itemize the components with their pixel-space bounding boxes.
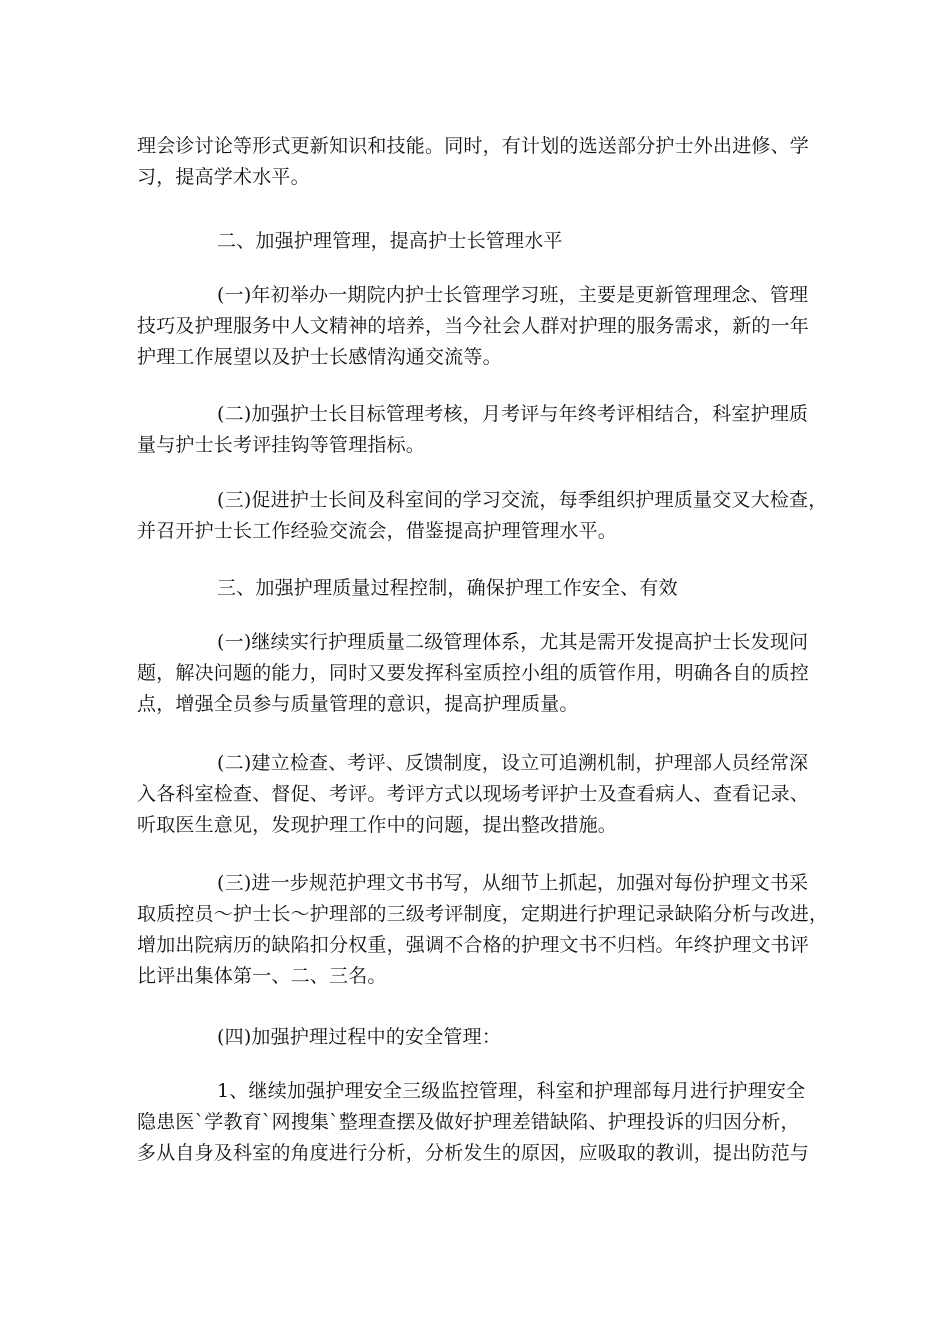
text-line: 并召开护士长工作经验交流会，借鉴提高护理管理水平。	[137, 520, 618, 542]
heading-text: 三、加强护理质量过程控制，确保护理工作安全、有效	[217, 577, 678, 599]
paragraph-3-1	[137, 627, 813, 720]
paragraph-2-1	[137, 280, 813, 373]
paragraph-2-3	[137, 485, 828, 547]
text-line: 习，提高学术水平。	[137, 166, 310, 188]
paragraph-continued-training	[137, 131, 813, 193]
text-line: 比评出集体第一、二、三名。	[137, 965, 387, 987]
text-line: 增加出院病历的缺陷扣分权重，强调不合格的护理文书不归档。年终护理文书评	[137, 934, 810, 956]
text-line: (四)加强护理过程中的安全管理：	[217, 1026, 502, 1048]
text-line: (一)年初举办一期院内护士长管理学习班，主要是更新管理理念、管理	[217, 284, 809, 306]
text-line: 护理工作展望以及护士长感情沟通交流等。	[137, 346, 502, 368]
section-heading-two	[137, 226, 813, 257]
text-line: 技巧及护理服务中人文精神的培养，当今社会人群对护理的服务需求，新的一年	[137, 315, 810, 337]
text-line: 题，解决问题的能力，同时又要发挥科室质控小组的质管作用，明确各自的质控	[137, 662, 810, 684]
text-line: (一)继续实行护理质量二级管理体系，尤其是需开发提高护士长发现问	[217, 631, 809, 653]
text-line: 取质控员～护士长～护理部的三级考评制度，定期进行护理记录缺陷分析与改进，	[137, 903, 829, 925]
text-line: 量与护士长考评挂钩等管理指标。	[137, 434, 426, 456]
heading-text: 二、加强护理管理，提高护士长管理水平	[217, 230, 563, 252]
text-line: 隐患医`学教育`网搜集`整理查摆及做好护理差错缺陷、护理投诉的归因分析，	[137, 1111, 800, 1133]
paragraph-3-3	[137, 868, 829, 992]
paragraph-3-2	[137, 748, 813, 841]
paragraph-3-4-heading	[137, 1022, 813, 1053]
text-line: 点，增强全员参与质量管理的意识，提高护理质量。	[137, 693, 579, 715]
text-line: (三)进一步规范护理文书书写，从细节上抓起，加强对每份护理文书采	[217, 872, 809, 894]
text-line: 多从自身及科室的角度进行分析，分析发生的原因，应吸取的教训，提出防范与	[137, 1142, 810, 1164]
text-line: 入各科室检查、督促、考评。考评方式以现场考评护士及查看病人、查看记录、	[137, 783, 810, 805]
text-line: (二)加强护士长目标管理考核，月考评与年终考评相结合，科室护理质	[217, 403, 809, 425]
text-line: (三)促进护士长间及科室间的学习交流，每季组织护理质量交叉大检查，	[217, 489, 828, 511]
text-line: (二)建立检查、考评、反馈制度，设立可追溯机制，护理部人员经常深	[217, 752, 809, 774]
paragraph-3-4-1	[137, 1076, 813, 1169]
text-line: 理会诊讨论等形式更新知识和技能。同时，有计划的选送部分护士外出进修、学	[137, 135, 810, 157]
paragraph-2-2	[137, 399, 813, 461]
text-line: 1、继续加强护理安全三级监控管理，科室和护理部每月进行护理安全	[217, 1080, 806, 1102]
section-heading-three	[137, 573, 813, 604]
text-line: 听取医生意见，发现护理工作中的问题，提出整改措施。	[137, 814, 618, 836]
